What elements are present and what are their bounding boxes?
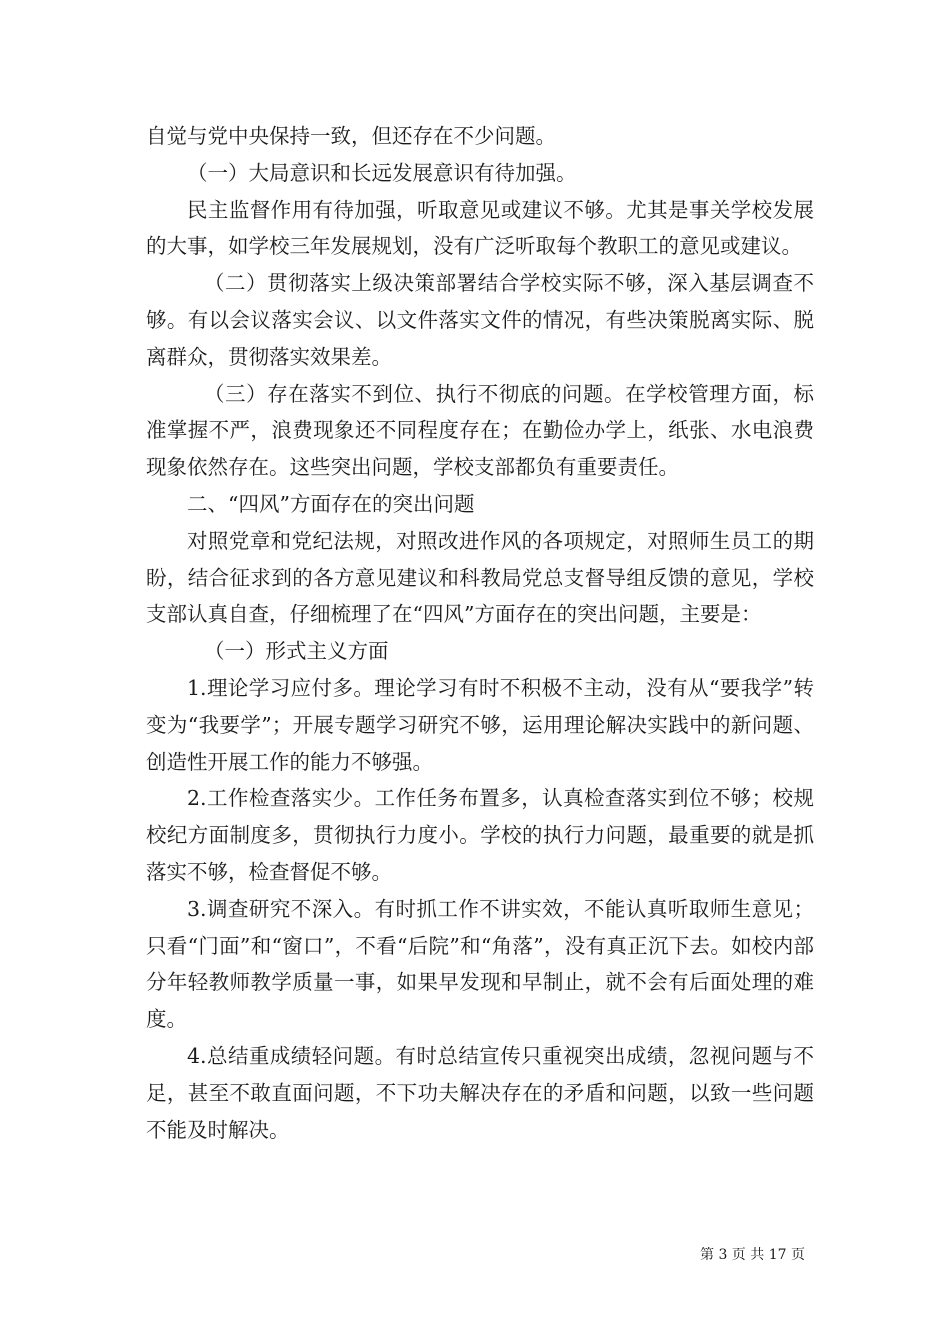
paragraph-democratic-supervision: 民主监督作用有待加强，听取意见或建议不够。尤其是事关学校发展的大事，如学校三年发展规划，没有广泛听取每个教职工的意见或建议。 (146, 197, 814, 259)
heading-section-1-item-1: （一）大局意识和长远发展意识有待加强。 (187, 160, 577, 185)
paragraph-point-1-theory-study: 1.理论学习应付多。理论学习有时不积极不主动，没有从“要我学”转变为“我要学”；开展专题学习研究不够，运用理论解决实践中的新问题、创造性开展工作的能力不够强。 (146, 675, 814, 774)
paragraph-item-2-implementation: （二）贯彻落实上级决策部署结合学校实际不够，深入基层调查不够。有以会议落实会议、以文件落实文件的情况，有些决策脱离实际、脱离群众，贯彻落实效果差。 (146, 271, 814, 369)
document-body (146, 118, 814, 1148)
paragraph-continuation: 自觉与党中央保持一致，但还存在不少问题。 (146, 124, 556, 148)
heading-formalism: （一）形式主义方面 (204, 639, 389, 664)
paragraph-item-3-execution: （三）存在落实不到位、执行不彻底的问题。在学校管理方面，标准掌握不严，浪费现象还不同程度存在；在勤俭办学上，纸张、水电浪费现象依然存在。这些突出问题，学校支部都负有重要责任。 (146, 381, 814, 480)
page-number-footer: 第 3 页 共 17 页 (700, 1247, 805, 1263)
heading-section-2: 二、“四风”方面存在的突出问题 (187, 491, 475, 516)
paragraph-point-4-summary: 4.总结重成绩轻问题。有时总结宣传只重视突出成绩，忽视问题与不足，甚至不敢直面问题，不下功夫解决存在的矛盾和问题，以致一些问题不能及时解决。 (146, 1043, 814, 1142)
paragraph-self-examination: 对照党章和党纪法规，对照改进作风的各项规定，对照师生员工的期盼，结合征求到的各方意见建议和科教局党总支督导组反馈的意见，学校支部认真自查，仔细梳理了在“四风”方面存在的突出问题，主要是： (146, 528, 814, 627)
paragraph-point-2-work-inspection: 2.工作检查落实少。工作任务布置多，认真检查落实到位不够；校规校纪方面制度多，贯彻执行力度小。学校的执行力问题，最重要的就是抓落实不够，检查督促不够。 (146, 786, 814, 884)
paragraph-point-3-investigation: 3.调查研究不深入。有时抓工作不讲实效，不能认真听取师生意见；只看“门面”和“窗口”，不看“后院”和“角落”，没有真正沉下去。如校内部分年轻教师教学质量一事，如果早发现和早制止，就不会有后面处理的难度。 (146, 896, 814, 1032)
